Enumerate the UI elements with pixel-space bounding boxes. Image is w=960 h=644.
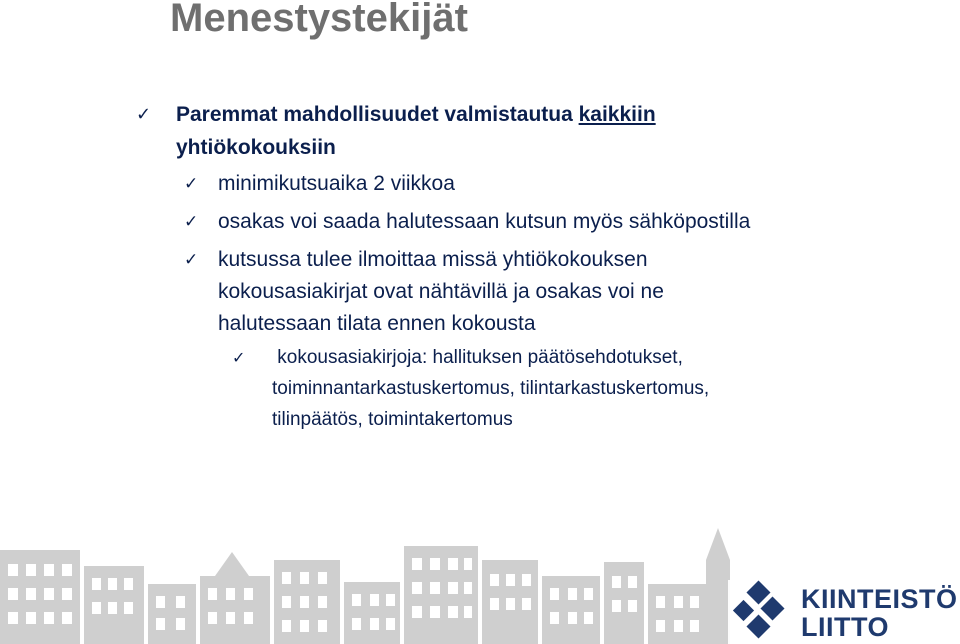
checkmark-icon: ✓ xyxy=(232,348,246,367)
logo-text-line2: LIITTO xyxy=(801,612,889,642)
sub-bullet xyxy=(184,244,664,340)
sub-bullet-line: osakas voi saada halutessaan kutsun myös sähköpostilla xyxy=(218,210,751,233)
checkmark-icon: ✓ xyxy=(184,174,199,194)
kiinteistoliitto-logo xyxy=(728,580,960,644)
sub-sub-bullet xyxy=(232,342,710,435)
diamond-logo-icon xyxy=(728,580,792,644)
sub-bullet-line: halutessaan tilata ennen kokousta xyxy=(218,312,536,335)
bullet-main xyxy=(136,98,656,164)
logo-text-line1: KIINTEISTÖ xyxy=(801,584,958,614)
bullet-line: Paremmat mahdollisuudet valmistautua kaikkiin xyxy=(176,103,656,126)
bullet-line: yhtiökokouksiin xyxy=(176,136,336,159)
sub-bullet-line: kokousasiakirjat ovat nähtävillä ja osakas voi ne xyxy=(218,280,664,303)
sub-sub-bullet-line: kokousasiakirjoja: hallituksen päätösehdotukset, xyxy=(272,347,683,368)
checkmark-icon: ✓ xyxy=(136,104,152,125)
sub-sub-bullet-line: toiminnantarkastuskertomus, tilintarkastuskertomus, xyxy=(272,378,710,399)
sub-bullet xyxy=(184,168,455,200)
checkmark-icon: ✓ xyxy=(184,250,199,270)
sub-bullet-line: minimikutsuaika 2 viikkoa xyxy=(218,172,455,195)
underlined-word: kaikkiin xyxy=(578,103,656,126)
checkmark-icon: ✓ xyxy=(184,212,199,232)
sub-sub-bullet-line: tilinpäätös, toimintakertomus xyxy=(272,409,513,430)
sub-bullet-line: kutsussa tulee ilmoittaa missä yhtiökokouksen xyxy=(218,248,648,271)
sub-bullet xyxy=(184,206,751,238)
slide-title: Menestystekijät xyxy=(170,0,468,40)
